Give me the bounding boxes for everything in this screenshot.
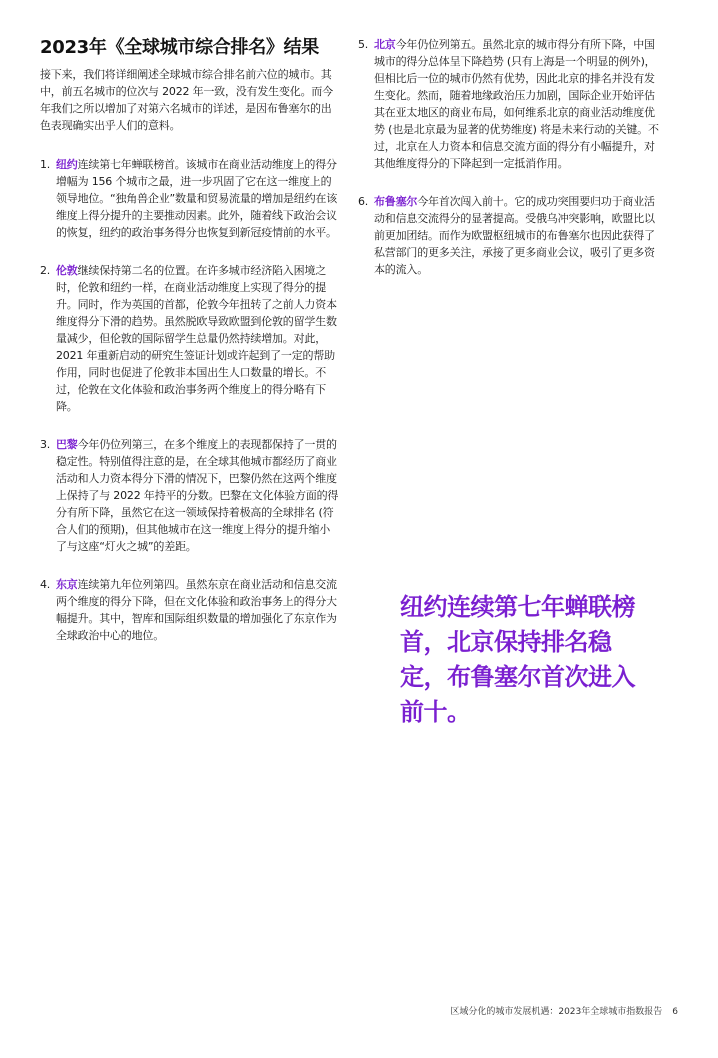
city-item-beijing [358, 36, 662, 172]
footer-title: 区域分化的城市发展机遇：2023年全球城市指数报告 [450, 1007, 663, 1017]
city-name: 伦敦 [56, 264, 78, 277]
left-column [40, 36, 340, 665]
city-name: 北京 [374, 38, 396, 51]
city-item-london [40, 262, 340, 415]
city-description: 今年首次闯入前十。它的成功突围要归功于商业活动和信息交流得分的显著提高。受俄乌冲突影响，欧盟比以前更加团结。而作为欧盟枢纽城市的布鲁塞尔也因此获得了私营部门的更多关注，承接了更多商业会议，吸引了更多资本的流入。 [374, 195, 655, 276]
city-description: 今年仍位列第三，在多个维度上的表现都保持了一贯的稳定性。特别值得注意的是，在全球其他城市都经历了商业活动和人力资本得分下滑的情况下，巴黎仍然在这两个维度上保持了与 2022 年持平的分数。巴黎在文化体验方面的得分有所下降，虽然它在这一领域保持着极高的全球排名 (符合人们的预期)，但其他城市在这一维度上得分的提升缩小了与这座“灯火之城”的差距。 [56, 438, 339, 553]
page-number: 6 [672, 1007, 678, 1017]
city-list-right [358, 36, 662, 278]
right-column [358, 36, 662, 299]
city-item-newyork [40, 156, 340, 241]
item-number: 3. [40, 438, 51, 451]
intro-paragraph: 接下来，我们将详细阐述全球城市综合排名前六位的城市。其中，前五名城市的位次与 2022 年一致，没有发生变化。而今年我们之所以增加了对第六名城市的详述，是因布鲁塞尔的出色表现确实出乎人们的意料。 [40, 68, 333, 132]
city-item-paris [40, 436, 340, 555]
city-list-left [40, 156, 340, 644]
item-number: 2. [40, 264, 51, 277]
city-description: 继续保持第二名的位置。在许多城市经济陷入困境之时，伦敦和纽约一样，在商业活动维度上实现了得分的提升。同时，作为英国的首都，伦敦今年扭转了之前人力资本维度得分下滑的趋势。虽然脱欧导致欧盟到伦敦的留学生数量减少，但伦敦的国际留学生总量仍然持续增加。对此，2021 年重新启动的研究生签证计划或许起到了一定的帮助作用，同时也促进了伦敦非本国出生人口数量的增长。不过，伦敦在文化体验和政治事务两个维度上的得分略有下降。 [56, 264, 337, 413]
city-item-brussels [358, 193, 662, 278]
page-title: 2023年《全球城市综合排名》结果 [40, 37, 319, 58]
item-number: 4. [40, 578, 51, 591]
pull-quote: 纽约连续第七年蝉联榜首，北京保持排名稳定，布鲁塞尔首次进入前十。 [400, 593, 635, 726]
item-number: 6. [358, 195, 369, 208]
item-number: 1. [40, 158, 51, 171]
item-number: 5. [358, 38, 369, 51]
page-footer [450, 1006, 678, 1018]
city-description: 连续第九年位列第四。虽然东京在商业活动和信息交流两个维度的得分下降，但在文化体验和政治事务上的得分大幅提升。其中，智库和国际组织数量的增加强化了东京作为全球政治中心的地位。 [56, 578, 337, 642]
city-item-tokyo [40, 576, 340, 644]
city-description: 连续第七年蝉联榜首。该城市在商业活动维度上的得分增幅为 156 个城市之最，进一步巩固了它在这一维度上的领导地位。“独角兽企业”数量和贸易流量的增加是纽约在该维度上得分提升的主要推动因素。此外，随着线下政治会议的恢复，纽约的政治事务得分也恢复到新冠疫情前的水平。 [56, 158, 337, 239]
city-name: 巴黎 [56, 438, 78, 451]
city-name: 东京 [56, 578, 78, 591]
city-description: 今年仍位列第五。虽然北京的城市得分有所下降，中国城市的得分总体呈下降趋势 (只有上海是一个明显的例外)，但相比后一位的城市仍然有优势，因此北京的排名并没有发生变化。然而，随着地缘政治压力加剧，国际企业开始评估其在亚太地区的商业布局，如何维系北京的商业活动维度优势 (也是北京最为显著的优势维度) 将是未来行动的关键。不过，北京在人力资本和信息交流方面的得分有小幅提升，对其他维度得分的下降起到一定抵消作用。 [374, 38, 659, 170]
city-name: 布鲁塞尔 [374, 195, 418, 208]
city-name: 纽约 [56, 158, 78, 171]
